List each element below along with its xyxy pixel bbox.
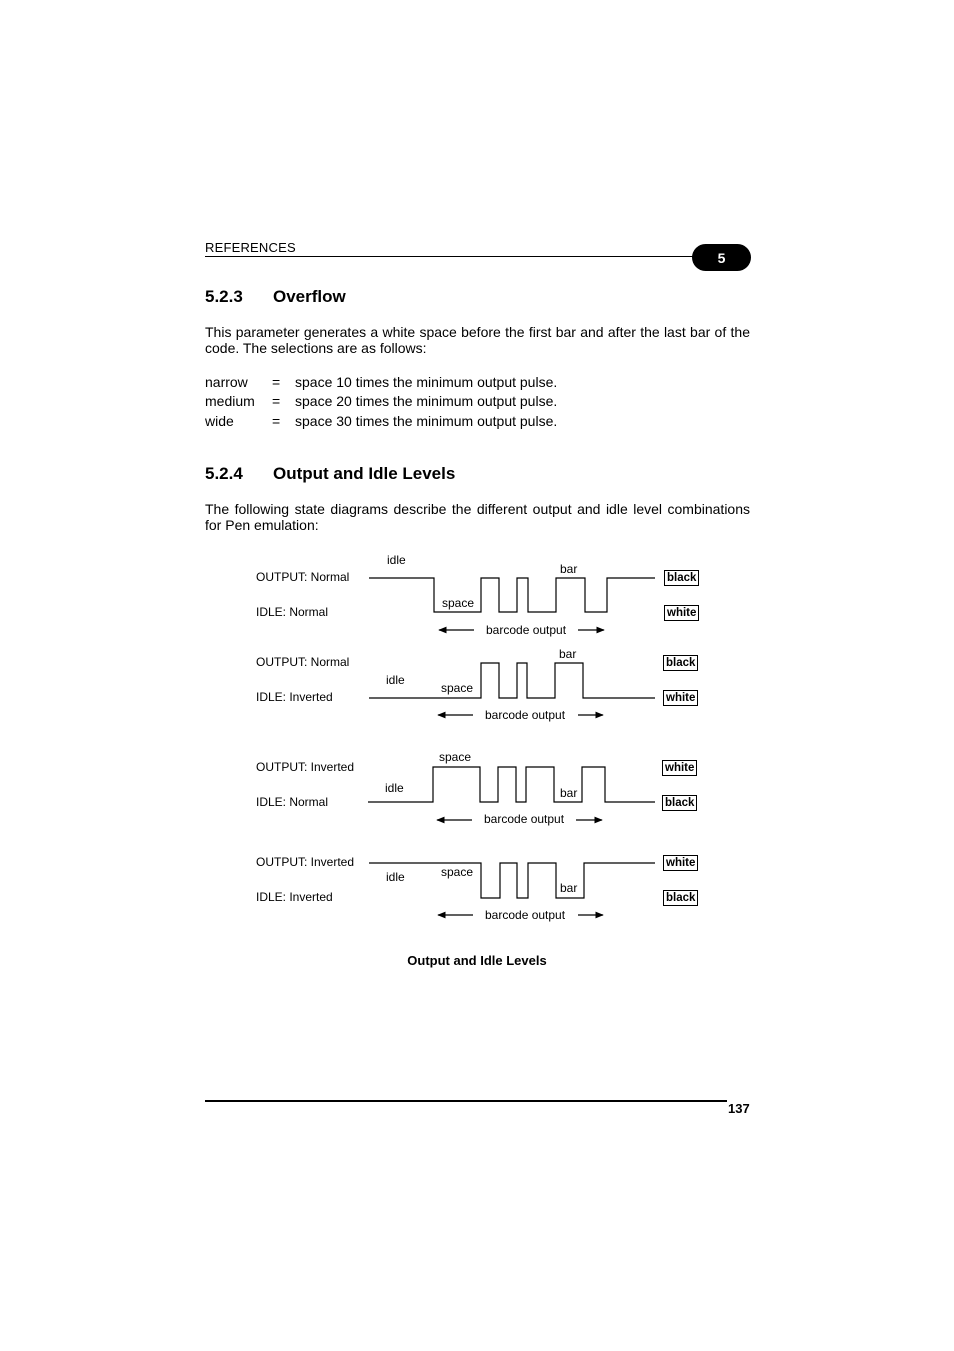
barcode-output-label: barcode output (486, 623, 567, 637)
space-tag: space (441, 865, 474, 879)
level-box-bottom: white (663, 690, 698, 706)
figure-caption: Output and Idle Levels (407, 953, 547, 968)
waveform-3 (368, 767, 655, 802)
level-box-top: black (663, 655, 698, 671)
definition-text: space 20 times the minimum output pulse. (295, 393, 558, 409)
idle-tag: idle (386, 870, 405, 884)
bar-tag: bar (560, 786, 578, 800)
space-tag: space (439, 750, 472, 764)
space-tag: space (441, 681, 474, 695)
idle-label: IDLE: Normal (256, 795, 329, 809)
definition-equals: = (272, 413, 281, 429)
page-number: 137 (728, 1101, 750, 1116)
footer-rule (205, 1100, 727, 1102)
definition-term: medium (205, 393, 255, 409)
definition-term: narrow (205, 374, 248, 390)
definition-equals: = (272, 374, 281, 390)
overflow-paragraph: This parameter generates a white space before the first bar and after the last bar of the code. The selections are as follows: (205, 324, 750, 356)
idle-label: IDLE: Normal (256, 605, 329, 619)
output-label: OUTPUT: Normal (256, 655, 350, 669)
bar-tag: bar (560, 562, 578, 576)
section-title: Overflow (273, 287, 346, 306)
definition-text: space 10 times the minimum output pulse. (295, 374, 558, 390)
definition-equals: = (272, 393, 281, 409)
waveform-4 (369, 863, 655, 898)
waveform-1 (369, 578, 655, 612)
barcode-output-label: barcode output (484, 812, 565, 826)
level-box-top: white (663, 855, 698, 871)
waveform-2 (369, 663, 655, 698)
output-label: OUTPUT: Normal (256, 570, 350, 584)
section-title: Output and Idle Levels (273, 464, 456, 483)
barcode-output-label: barcode output (485, 908, 566, 922)
level-box-bottom: white (664, 605, 699, 621)
output-idle-paragraph: The following state diagrams describe the different output and idle level combinations for Pen emulation: (205, 501, 750, 533)
level-box-top: white (662, 760, 697, 776)
section-number: 5.2.4 (205, 464, 243, 483)
definition-term: wide (205, 413, 234, 429)
chapter-badge: 5 (692, 244, 751, 271)
bar-tag: bar (559, 647, 577, 661)
idle-tag: idle (385, 781, 404, 795)
output-label: OUTPUT: Inverted (256, 855, 355, 869)
space-tag: space (442, 596, 475, 610)
running-header: REFERENCES (205, 240, 296, 255)
level-box-top: black (664, 570, 699, 586)
definition-text: space 30 times the minimum output pulse. (295, 413, 558, 429)
idle-label: IDLE: Inverted (256, 690, 333, 704)
idle-tag: idle (386, 673, 405, 687)
level-box-bottom: black (662, 795, 697, 811)
output-label: OUTPUT: Inverted (256, 760, 355, 774)
idle-label: IDLE: Inverted (256, 890, 333, 904)
idle-tag: idle (387, 553, 406, 567)
section-number: 5.2.3 (205, 287, 243, 306)
level-box-bottom: black (663, 890, 698, 906)
barcode-output-label: barcode output (485, 708, 566, 722)
bar-tag: bar (560, 881, 578, 895)
